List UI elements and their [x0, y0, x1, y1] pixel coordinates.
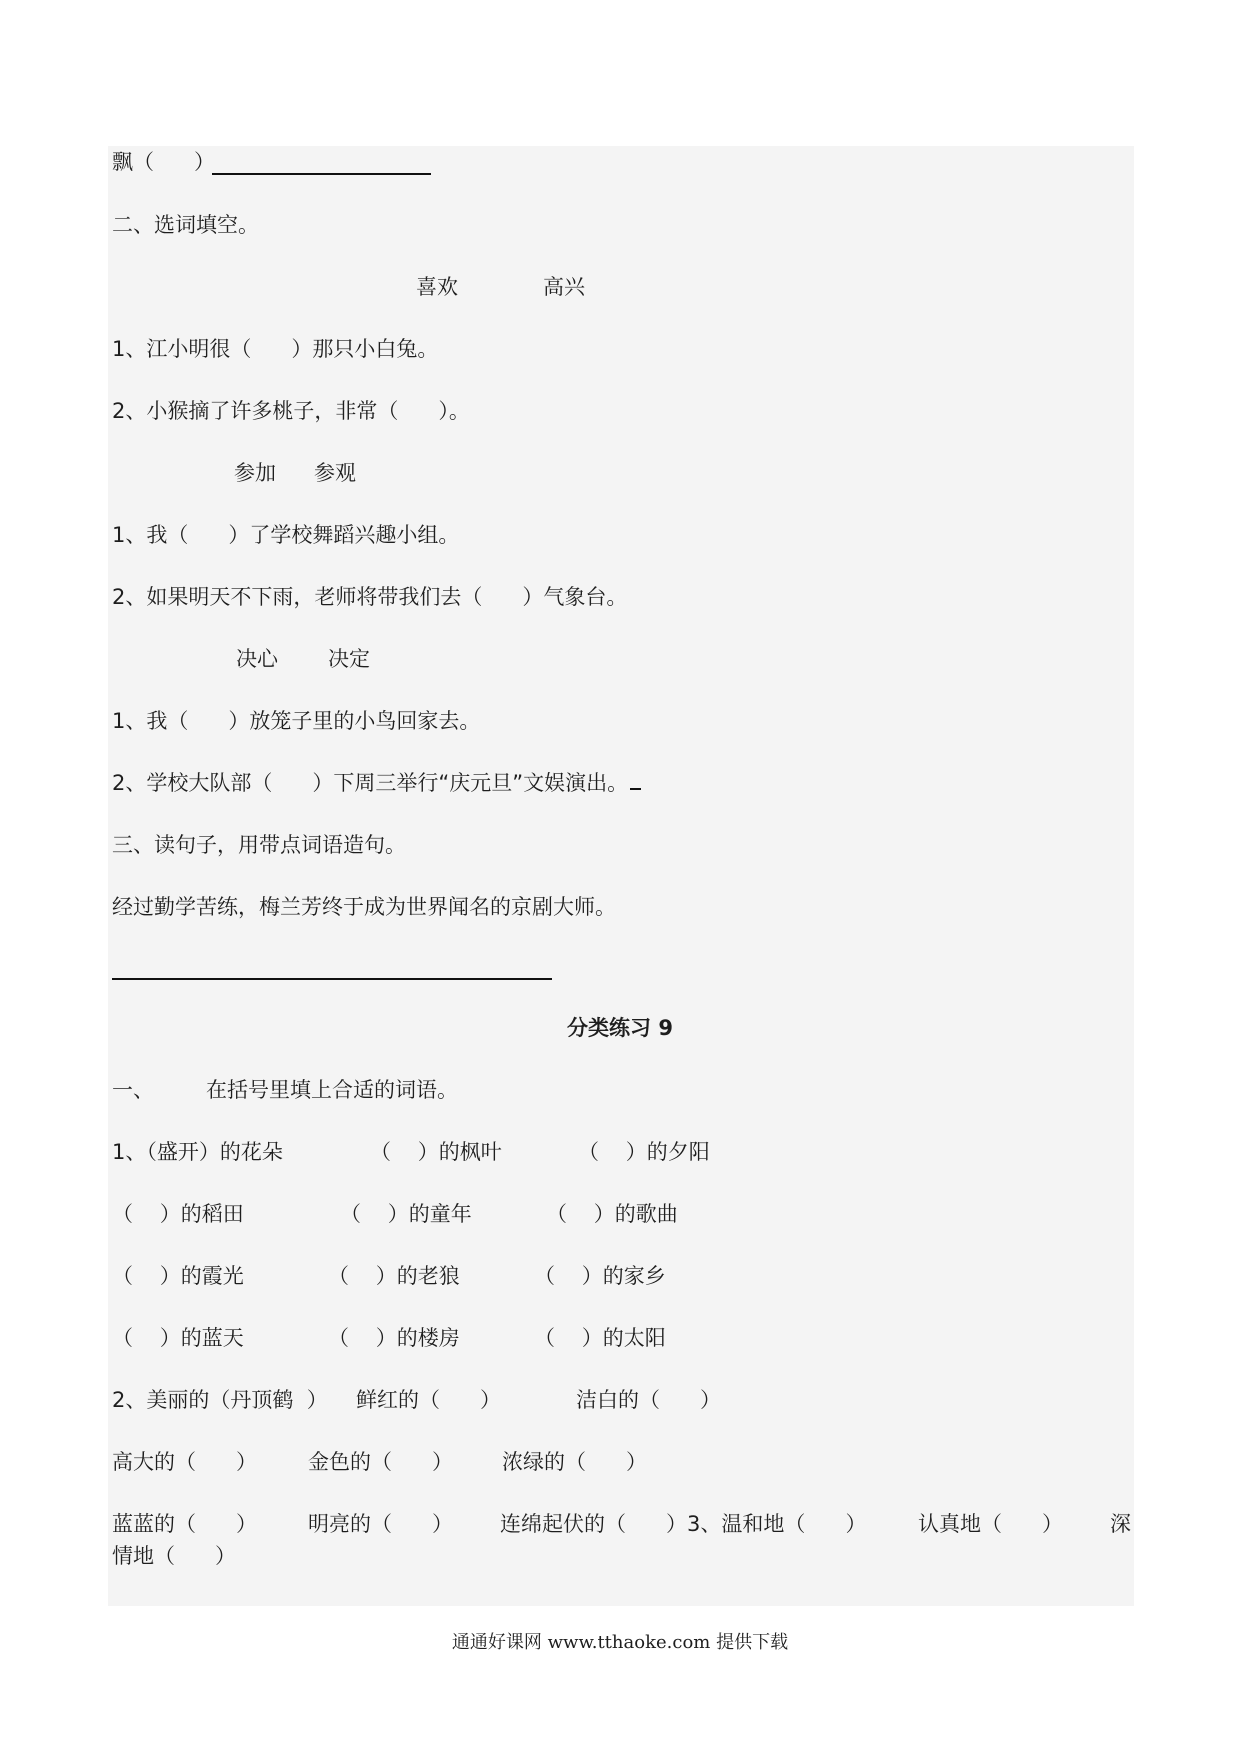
question-line: 1、我（ ）了学校舞蹈兴趣小组。 [112, 523, 460, 547]
fill-item: 认真地（ ） [918, 1512, 1064, 1536]
fill-item: 浓绿的（ ） [502, 1450, 648, 1474]
underscore-mark [630, 788, 641, 790]
footer-credit: 通通好课网 www.tthaoke.com 提供下载 [451, 1632, 789, 1653]
section-1-number: 一、 [112, 1078, 154, 1102]
section-2-heading: 二、选词填空。 [112, 213, 259, 237]
question-line [112, 769, 641, 797]
question-text: 2、学校大队部（ ）下周三举行“庆元旦”文娱演出。 [112, 771, 629, 795]
fill-item: 1、（盛开）的花朵 [112, 1140, 283, 1164]
fill-item: （ ）的歌曲 [546, 1202, 678, 1226]
fill-item: 金色的（ ） [308, 1450, 454, 1474]
example-sentence: 经过勤学苦练，梅兰芳终于成为世界闻名的京剧大师。 [112, 895, 616, 919]
question-line: 1、我（ ）放笼子里的小鸟回家去。 [112, 709, 481, 733]
fill-item: （ ）的老狼 [328, 1264, 460, 1288]
fill-item: （ ）的童年 [340, 1202, 472, 1226]
fill-item: （ ）的蓝天 [112, 1326, 244, 1350]
word-choice-canguan: 参观 [314, 461, 356, 485]
question-line: 2、小猴摘了许多桃子，非常（ ）。 [112, 399, 470, 423]
fill-item: （ ）的稻田 [112, 1202, 244, 1226]
fill-item: 明亮的（ ） [308, 1512, 454, 1536]
word-choice-jueding: 决定 [328, 647, 370, 671]
sentence-answer-line [112, 978, 552, 980]
word-choice-juexin: 决心 [236, 647, 278, 671]
fill-item: 蓝蓝的（ ） [112, 1512, 258, 1536]
fill-item: 2、美丽的（丹顶鹤 ） [112, 1388, 328, 1412]
question-line: 2、如果明天不下雨，老师将带我们去（ ）气象台。 [112, 585, 628, 609]
fill-item: 连绵起伏的（ ）3、温和地（ ） [500, 1512, 867, 1536]
question-line: 1、江小明很（ ）那只小白兔。 [112, 337, 439, 361]
word-choice-xihuan: 喜欢 [416, 275, 458, 299]
answer-blank-line [212, 173, 431, 175]
line-piao: 飘（ ） [112, 150, 216, 174]
fill-item: 深 [1110, 1512, 1131, 1536]
fill-item: （ ）的枫叶 [370, 1140, 502, 1164]
fill-item: 鲜红的（ ） [356, 1388, 502, 1412]
word-choice-gaoxing: 高兴 [543, 275, 585, 299]
fill-item: （ ）的霞光 [112, 1264, 244, 1288]
fill-item: 高大的（ ） [112, 1450, 258, 1474]
section-1-heading: 在括号里填上合适的词语。 [206, 1078, 458, 1102]
fill-item: （ ）的楼房 [328, 1326, 460, 1350]
fill-item: （ ）的太阳 [534, 1326, 666, 1350]
section-3-heading: 三、读句子，用带点词语造句。 [112, 833, 406, 857]
exercise-title: 分类练习 9 [567, 1016, 673, 1040]
fill-item: （ ）的家乡 [534, 1264, 666, 1288]
fill-item: 情地（ ） [112, 1544, 237, 1568]
fill-item: （ ）的夕阳 [578, 1140, 710, 1164]
fill-item: 洁白的（ ） [576, 1388, 722, 1412]
word-choice-canjia: 参加 [234, 461, 276, 485]
